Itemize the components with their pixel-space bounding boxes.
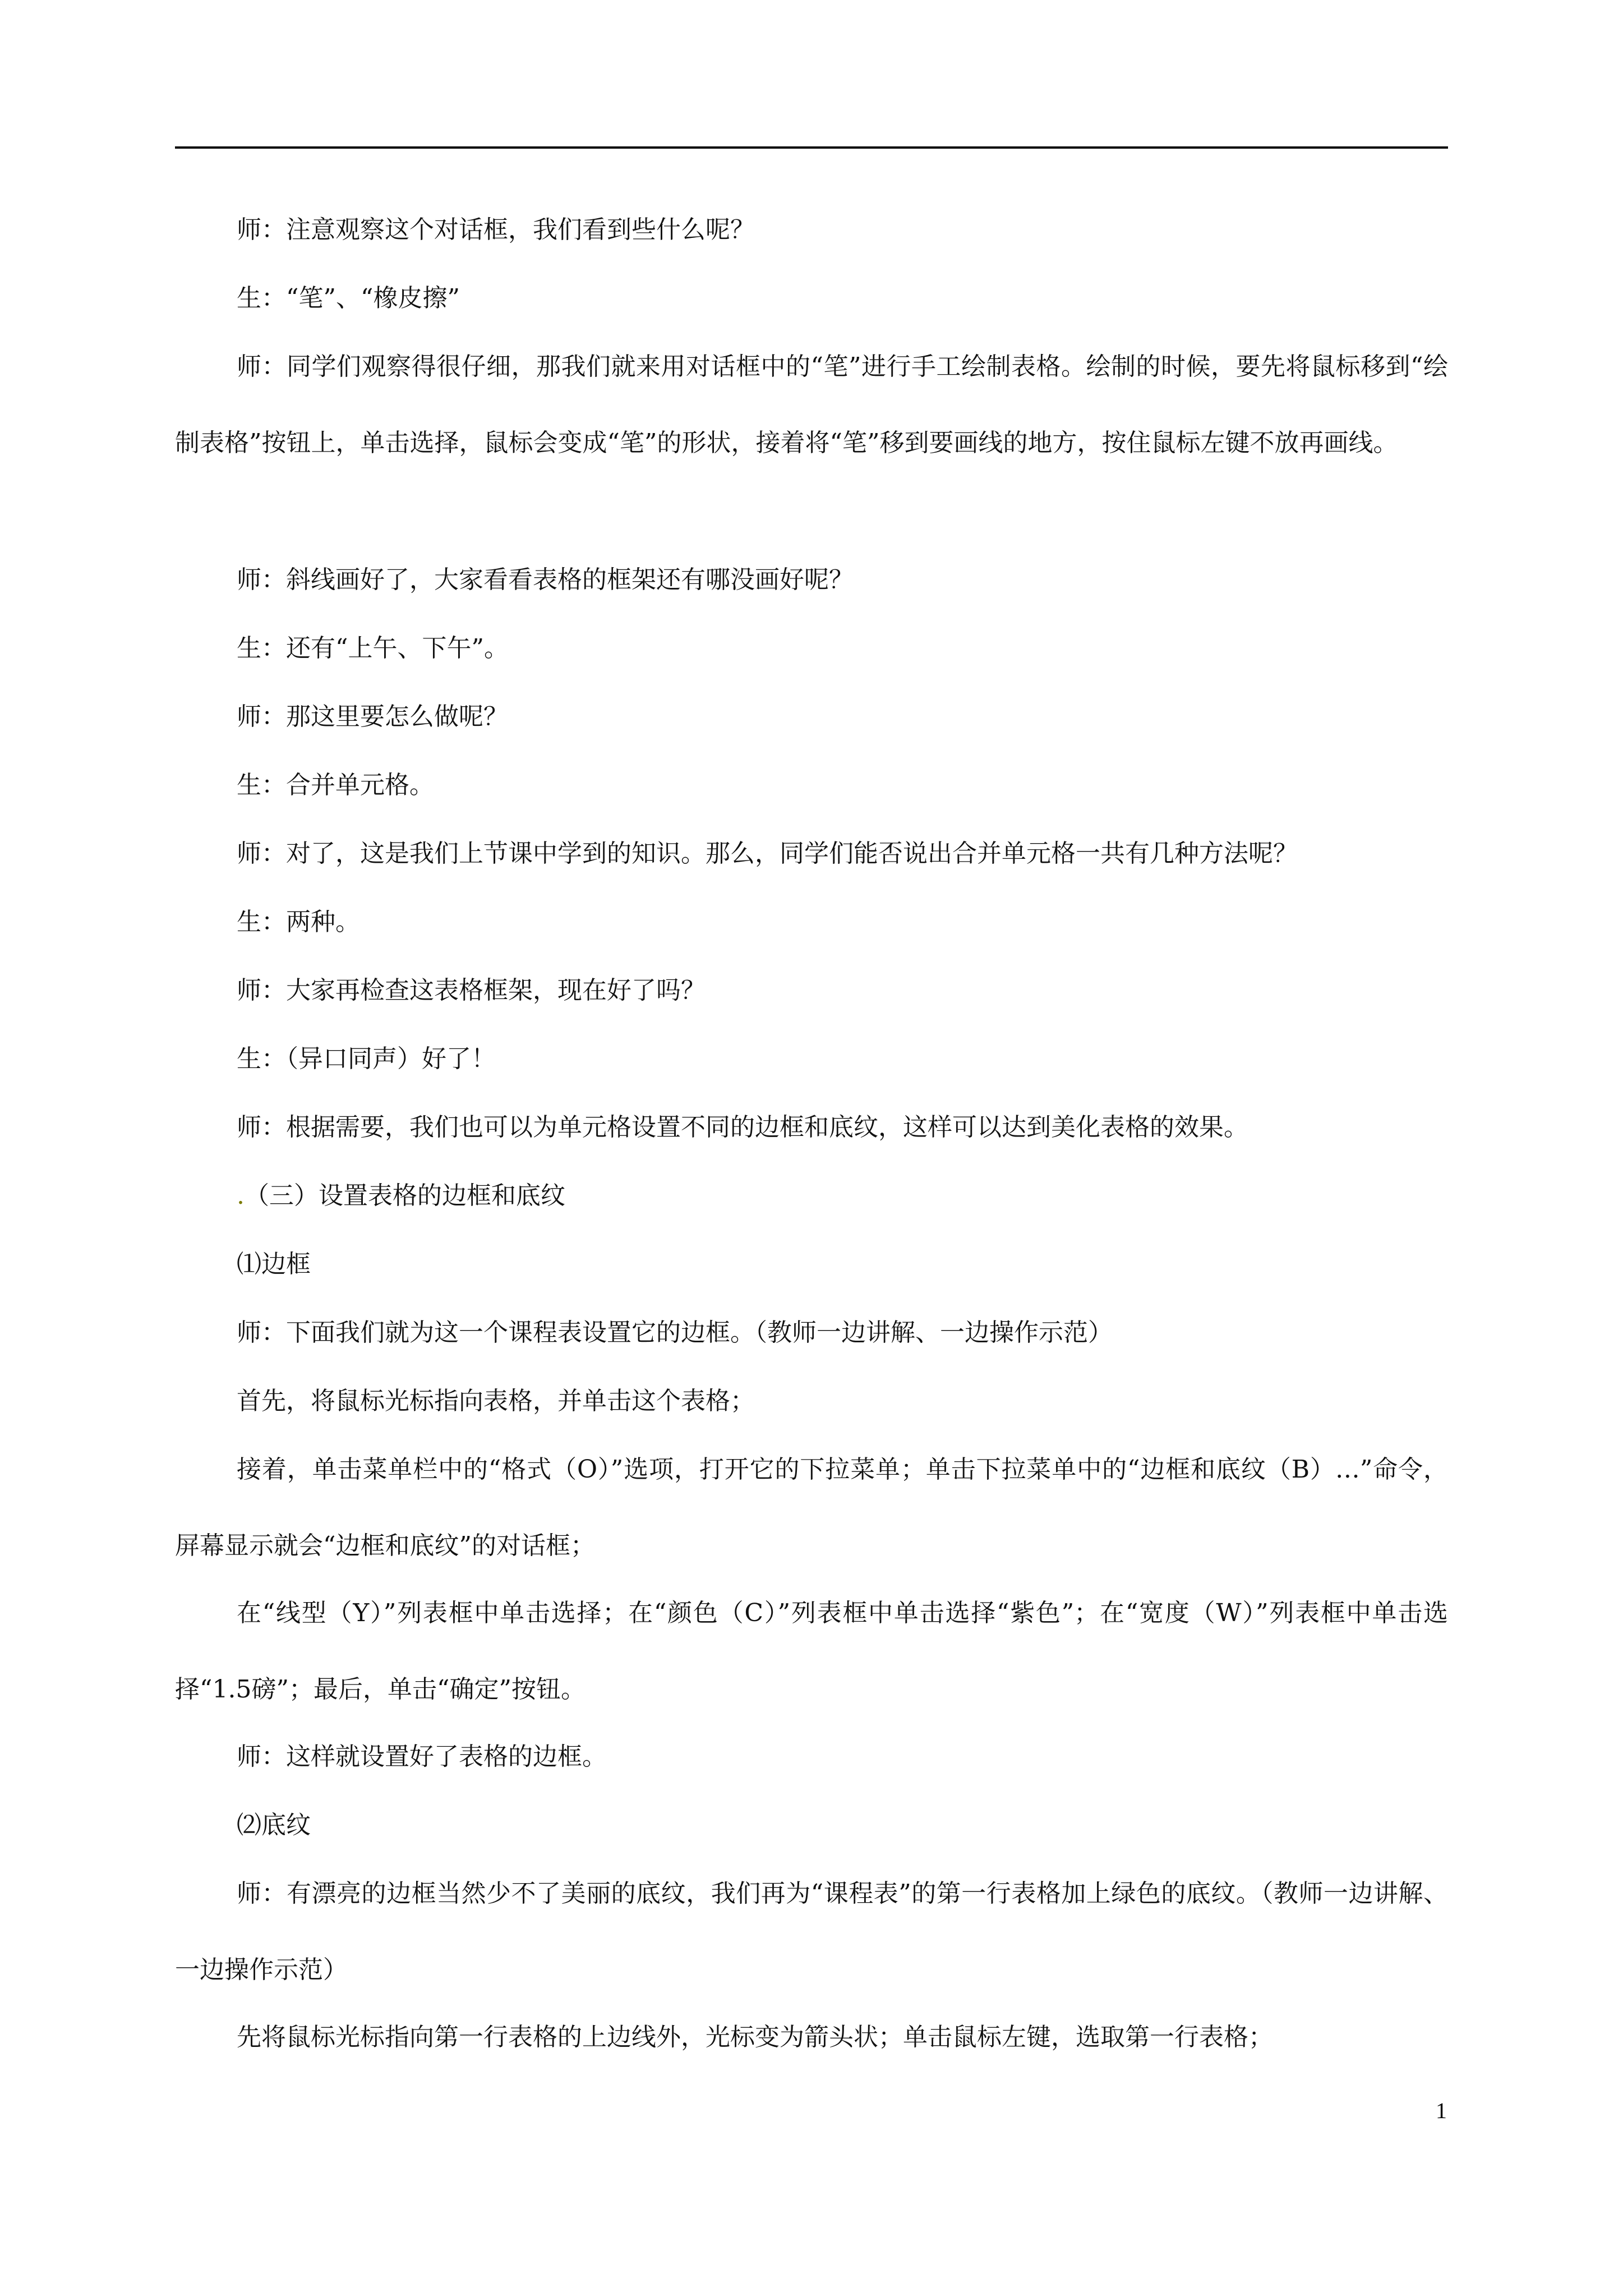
paragraph: 师：同学们观察得很仔细，那我们就来用对话框中的“笔”进行手工绘制表格。绘制的时候，要先将鼠标移到“绘制表格”按钮上，单击选择，鼠标会变成“笔”的形状，接着将“笔”移到要画线的地方，按住鼠标左键不放再画线。 — [175, 352, 1448, 457]
page-number: 1 — [1436, 2098, 1447, 2123]
paragraph: 首先，将鼠标光标指向表格，并单击这个表格； — [237, 1387, 755, 1415]
header-rule — [175, 146, 1448, 149]
paragraph: 生：还有“上午、下午”。 — [237, 634, 509, 662]
paragraph: 生：“笔”、“橡皮擦” — [237, 284, 460, 312]
paragraph: 在“线型（Y）”列表框中单击选择；在“颜色（C）”列表框中单击选择“紫色”；在“宽度（W）”列表框中单击选择“1.5磅”；最后，单击“确定”按钮。 — [175, 1599, 1448, 1704]
paragraph: 师：大家再检查这表格框架，现在好了吗？ — [237, 976, 706, 1005]
section-marker: . — [237, 1181, 245, 1210]
paragraph: 生：（异口同声）好了！ — [237, 1045, 496, 1073]
paragraph: 师：下面我们就为这一个课程表设置它的边框。（教师一边讲解、一边操作示范） — [237, 1318, 1113, 1347]
paragraph: 师：注意观察这个对话框，我们看到些什么呢？ — [237, 215, 755, 244]
paragraph: 先将鼠标光标指向第一行表格的上边线外，光标变为箭头状；单击鼠标左键，选取第一行表格； — [237, 2023, 1273, 2051]
paragraph: 师：斜线画好了，大家看看表格的框架还有哪没画好呢？ — [237, 565, 854, 594]
section-heading — [175, 1158, 1448, 1234]
subsection-heading: ⑴边框 — [237, 1250, 311, 1278]
paragraph: 师：根据需要，我们也可以为单元格设置不同的边框和底纹，这样可以达到美化表格的效果。 — [237, 1113, 1248, 1142]
subsection-heading: ⑵底纹 — [237, 1811, 311, 1839]
paragraph: 生：两种。 — [237, 908, 360, 936]
paragraph: 师：这样就设置好了表格的边框。 — [237, 1742, 607, 1771]
paragraph: 接着，单击菜单栏中的“格式（O）”选项，打开它的下拉菜单；单击下拉菜单中的“边框和底纹（B）…”命令，屏幕显示就会“边框和底纹”的对话框； — [175, 1455, 1448, 1560]
paragraph: 师：有漂亮的边框当然少不了美丽的底纹，我们再为“课程表”的第一行表格加上绿色的底纹。（教师一边讲解、一边操作示范） — [175, 1879, 1448, 1984]
section-heading-text: （三）设置表格的边框和底纹 — [245, 1181, 565, 1210]
paragraph: 师：对了，这是我们上节课中学到的知识。那么，同学们能否说出合并单元格一共有几种方法呢？ — [237, 839, 1298, 868]
paragraph: 师：那这里要怎么做呢？ — [237, 702, 508, 731]
paragraph: 生：合并单元格。 — [237, 771, 434, 799]
